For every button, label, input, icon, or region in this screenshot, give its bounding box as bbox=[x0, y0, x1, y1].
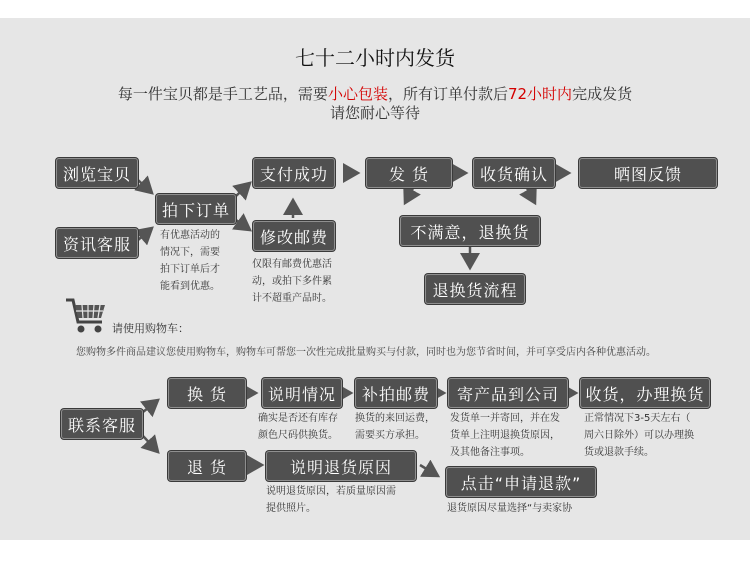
order-note bbox=[160, 227, 250, 295]
step-apply-refund: 点击“申请退款” bbox=[446, 467, 596, 497]
step-ship: 发 货 bbox=[366, 158, 452, 188]
arrow-contact-exchange bbox=[143, 400, 158, 412]
page-title: 七十二小时内发货 bbox=[295, 46, 455, 70]
notice-line-2: 请您耐心等待 bbox=[329, 104, 420, 122]
step-photo-feedback: 晒图反馈 bbox=[579, 158, 717, 188]
order-note-line: 能看到优惠。 bbox=[160, 281, 220, 292]
modify-note bbox=[252, 256, 352, 307]
arrow-order-pay bbox=[236, 183, 250, 196]
arrow-reason-apply bbox=[420, 465, 438, 476]
order-note-line: 情况下，需要 bbox=[160, 247, 220, 258]
step-confirm-receipt: 收货确认 bbox=[473, 158, 555, 188]
arrow-contact-refund bbox=[143, 436, 158, 452]
step-receive-exchange: 收货，办理换货 bbox=[580, 378, 710, 408]
notice-highlight-72h: 72小时内 bbox=[507, 85, 573, 103]
step-modify-postage: 修改邮费 bbox=[253, 221, 335, 251]
step-send-to-company: 寄产品到公司 bbox=[448, 378, 568, 408]
step-explain-situation: 说明情况 bbox=[262, 378, 342, 408]
modify-note-line: 动，或拍下多件累 bbox=[252, 276, 332, 287]
step-exchange: 换 货 bbox=[168, 378, 246, 408]
reason-note-line: 说明退货原因，若质量原因需 bbox=[266, 486, 396, 497]
send-note bbox=[450, 410, 575, 461]
step-place-order: 拍下订单 bbox=[156, 194, 236, 224]
postage-note-line: 换货的来回运费， bbox=[355, 413, 435, 424]
shopping-cart-icon bbox=[64, 296, 108, 336]
reason-note bbox=[266, 483, 426, 517]
reason-note-line: 提供照片。 bbox=[266, 503, 316, 514]
modify-note-line: 计不超重产品时。 bbox=[252, 293, 332, 304]
arrow-ship-unsatisfied bbox=[405, 188, 413, 203]
cart-label: 请使用购物车： bbox=[112, 322, 189, 335]
step-contact-service: 联系客服 bbox=[61, 409, 143, 439]
step-unsatisfied: 不满意，退换货 bbox=[400, 216, 540, 246]
explain-note-line: 确实是否还有库存 bbox=[258, 413, 338, 424]
modify-note-line: 仅限有邮费优惠活 bbox=[252, 259, 332, 270]
send-note-line: 发货单一并寄回，并在发 bbox=[450, 413, 560, 424]
notice-text-3: 完成发货 bbox=[572, 85, 633, 103]
explain-note-line: 颜色尺码供换货。 bbox=[258, 430, 338, 441]
step-return-flow: 退换货流程 bbox=[425, 274, 525, 304]
receive-note-line: 货或退款手续。 bbox=[584, 447, 654, 458]
receive-note bbox=[584, 410, 714, 461]
send-note-line: 及其他备注事项。 bbox=[450, 447, 530, 458]
notice-highlight-careful-packing: 小心包装 bbox=[327, 85, 388, 103]
apply-note: 退货原因尽量选择“与卖家协 bbox=[447, 503, 573, 514]
explain-note bbox=[258, 410, 353, 444]
postage-note bbox=[355, 410, 445, 444]
step-payment-success: 支付成功 bbox=[253, 158, 335, 188]
notice-text-2: ，所有订单付款后 bbox=[387, 85, 508, 103]
step-explain-refund-reason: 说明退货原因 bbox=[266, 451, 416, 481]
order-note-line: 有优惠活动的 bbox=[160, 230, 220, 241]
step-extra-postage: 补拍邮费 bbox=[355, 378, 437, 408]
receive-note-line: 周六日除外）可以办理换 bbox=[584, 430, 694, 441]
arrow-browse-order bbox=[138, 180, 152, 193]
postage-note-line: 需要买方承担。 bbox=[355, 430, 425, 441]
receive-note-line: 正常情况下3-5天左右（ bbox=[584, 413, 691, 424]
step-consult: 资讯客服 bbox=[56, 228, 138, 258]
cart-description: 您购物多件商品建议您使用购物车，购物车可帮您一次性完成批量购买与付款，同时也为您节省时间，并可享受店内各种优惠活动。 bbox=[76, 347, 656, 358]
send-note-line: 货单上注明退换货原因， bbox=[450, 430, 560, 441]
step-browse: 浏览宝贝 bbox=[56, 158, 138, 188]
arrow-consult-order bbox=[138, 228, 152, 240]
step-refund: 退 货 bbox=[168, 451, 246, 481]
arrow-confirm-unsatisfied bbox=[527, 188, 535, 203]
order-note-line: 拍下订单后才 bbox=[160, 264, 220, 275]
notice-text-1: 每一件宝贝都是手工艺品，需要 bbox=[117, 85, 328, 103]
